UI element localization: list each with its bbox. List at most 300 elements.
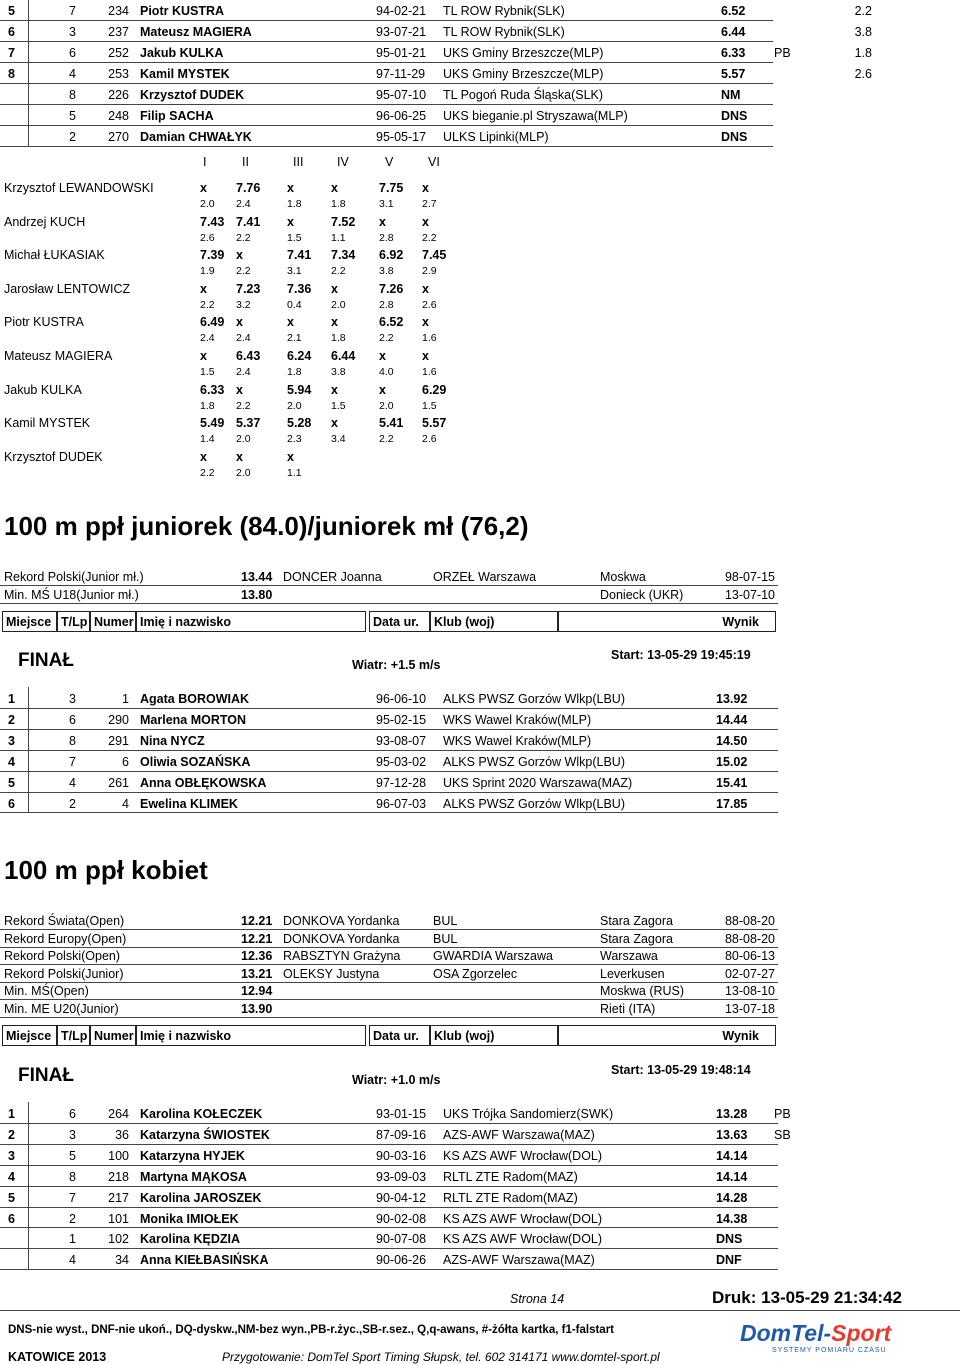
row-divider — [0, 104, 773, 105]
record-value: 13.80 — [241, 587, 273, 602]
result-cell: 6.52 — [721, 4, 746, 18]
attempt-mark: 7.39 — [200, 248, 225, 263]
athlete-name: Katarzyna HYJEK — [140, 1148, 245, 1163]
row-divider — [0, 83, 773, 84]
lane-cell: 2 — [69, 130, 76, 144]
bib-cell: 102 — [108, 1232, 129, 1247]
attempt-athlete: Piotr KUSTRA — [4, 315, 84, 330]
birth-date: 90-02-08 — [376, 1211, 427, 1226]
club-cell: UKS Gminy Brzeszcze(MLP) — [443, 46, 604, 60]
athlete-name: Oliwia SOZAŃSKA — [140, 754, 251, 769]
attempt-mark: x — [331, 315, 338, 330]
record-value: 12.36 — [241, 949, 273, 964]
attempt-wind: 2.0 — [236, 433, 251, 446]
record-value: 12.94 — [241, 984, 273, 999]
bib-cell: 101 — [108, 1211, 129, 1226]
bib-cell: 234 — [108, 4, 129, 18]
attempt-mark: x — [331, 416, 338, 431]
attempt-wind: 2.0 — [331, 298, 346, 311]
attempt-wind: 2.2 — [331, 265, 346, 278]
attempt-mark: 7.52 — [331, 214, 356, 229]
column-header-numer: Numer — [90, 611, 136, 632]
row-divider — [0, 1227, 778, 1228]
athlete-name: Ewelina KLIMEK — [140, 796, 238, 811]
lane-cell: 5 — [69, 1148, 76, 1163]
birth-date: 87-09-16 — [376, 1127, 427, 1142]
attempt-mark: 6.43 — [236, 349, 261, 363]
record-place: Stara Zagora — [600, 914, 673, 928]
record-date: 80-06-13 — [724, 949, 775, 964]
place-cell: 6 — [8, 796, 15, 811]
record-place: Rieti (ITA) — [600, 1002, 656, 1016]
bib-cell: 100 — [108, 1148, 129, 1163]
club-cell: KS AZS AWF Wrocław(DOL) — [443, 1148, 603, 1163]
attempt-wind: 2.2 — [200, 466, 215, 479]
result-cell: DNS — [721, 109, 748, 123]
club-cell: UKS Sprint 2020 Warszawa(MAZ) — [443, 775, 633, 790]
place-cell: 3 — [8, 733, 15, 748]
row-divider — [0, 1269, 778, 1270]
result-cell: 6.44 — [721, 25, 746, 39]
attempt-wind: 3.4 — [331, 433, 346, 446]
place-cell: 6 — [8, 25, 15, 39]
birth-date: 95-05-17 — [376, 130, 427, 144]
birth-date: 93-08-07 — [376, 733, 427, 748]
attempt-mark: x — [236, 382, 243, 397]
column-header-numer: Numer — [90, 1025, 136, 1046]
place-cell: 5 — [8, 4, 15, 18]
result-cell: 14.50 — [716, 733, 748, 748]
print-timestamp: Druk: 13-05-29 21:34:42 — [712, 1288, 902, 1307]
lane-cell: 5 — [69, 109, 76, 123]
attempt-wind: 1.9 — [200, 265, 215, 278]
column-header-name: Imię i nazwisko — [136, 611, 366, 632]
attempt-wind: 2.2 — [236, 265, 251, 278]
athlete-name: Monika IMIOŁEK — [140, 1211, 239, 1226]
attempt-mark: x — [200, 181, 207, 195]
athlete-name: Karolina JAROSZEK — [140, 1190, 262, 1205]
athlete-name: Mateusz MAGIERA — [140, 25, 252, 39]
athlete-name: Katarzyna ŚWIOSTEK — [140, 1127, 270, 1142]
record-date: 13-07-10 — [724, 587, 775, 602]
bib-cell: 252 — [108, 46, 129, 60]
attempt-athlete: Michał ŁUKASIAK — [4, 248, 105, 263]
result-cell: 15.41 — [716, 775, 748, 790]
club-cell: RLTL ZTE Radom(MAZ) — [443, 1190, 578, 1205]
place-cell: 3 — [8, 1148, 15, 1163]
attempt-mark: x — [200, 349, 207, 363]
result-cell: 13.92 — [716, 692, 748, 706]
record-divider — [0, 603, 778, 604]
record-place: Leverkusen — [600, 966, 665, 981]
bib-cell: 270 — [108, 130, 129, 144]
logo-subtitle: SYSTEMY POMIARU CZASU — [772, 1347, 887, 1354]
birth-date: 90-06-26 — [376, 1253, 427, 1268]
row-divider — [28, 687, 29, 812]
attempt-header: I — [203, 155, 207, 169]
bib-cell: 218 — [108, 1169, 129, 1184]
attempt-mark: x — [287, 315, 294, 330]
club-cell: RLTL ZTE Radom(MAZ) — [443, 1169, 578, 1184]
attempt-mark: x — [422, 349, 429, 363]
event-name: KATOWICE 2013 — [8, 1350, 107, 1364]
column-header-tor: T/Lp — [57, 611, 90, 632]
attempt-mark: x — [331, 181, 338, 195]
attempt-athlete: Jakub KULKA — [4, 382, 82, 397]
column-header-result: Wynik — [558, 1025, 776, 1046]
attempt-mark: x — [379, 214, 386, 229]
attempt-wind: 2.6 — [422, 298, 437, 311]
attempt-wind: 2.1 — [287, 332, 302, 345]
result-cell: NM — [721, 88, 741, 102]
place-cell: 5 — [8, 775, 15, 790]
lane-cell: 8 — [69, 733, 76, 748]
athlete-name: Jakub KULKA — [140, 46, 224, 60]
row-divider — [0, 708, 778, 709]
attempt-athlete: Kamil MYSTEK — [4, 416, 91, 431]
column-header-tor: T/Lp — [57, 1025, 90, 1046]
record-date: 02-07-27 — [724, 966, 775, 981]
column-header-club: Klub (woj) — [430, 611, 558, 632]
record-club: BUL — [433, 914, 458, 928]
attempt-mark: 7.36 — [287, 281, 312, 296]
attempt-mark: 5.41 — [379, 416, 404, 431]
place-cell: 4 — [8, 754, 15, 769]
attempt-mark: 7.23 — [236, 281, 261, 296]
attempt-wind: 2.2 — [236, 231, 251, 244]
lane-cell: 3 — [69, 25, 76, 39]
attempt-wind: 2.6 — [422, 433, 437, 446]
club-cell: AZS-AWF Warszawa(MAZ) — [443, 1253, 595, 1268]
wind-cell: 2.2 — [854, 4, 872, 18]
row-divider — [0, 750, 778, 751]
attempt-wind: 1.6 — [422, 366, 437, 378]
record-label: Rekord Europy(Open) — [4, 931, 127, 946]
attempt-mark: 7.76 — [236, 181, 261, 195]
attempt-mark: x — [200, 281, 207, 296]
attempt-athlete: Jarosław LENTOWICZ — [4, 281, 131, 296]
note-cell: PB — [774, 1107, 791, 1121]
attempt-wind: 4.0 — [379, 366, 394, 378]
attempt-mark: 7.26 — [379, 281, 404, 296]
birth-date: 97-12-28 — [376, 775, 427, 790]
bib-cell: 6 — [122, 754, 129, 769]
athlete-name: Krzysztof DUDEK — [140, 88, 245, 102]
lane-cell: 3 — [69, 692, 76, 706]
result-cell: 14.14 — [716, 1169, 748, 1184]
result-cell: 5.57 — [721, 67, 746, 81]
row-divider — [0, 1186, 778, 1187]
column-header-club: Klub (woj) — [430, 1025, 558, 1046]
record-label: Rekord Polski(Junior) — [4, 966, 124, 981]
attempt-mark: x — [379, 382, 386, 397]
attempt-mark: 7.45 — [422, 248, 447, 263]
result-cell: 14.38 — [716, 1211, 748, 1226]
athlete-name: Anna KIEŁBASIŃSKA — [140, 1253, 269, 1268]
record-club: BUL — [433, 931, 458, 946]
athlete-name: Kamil MYSTEK — [140, 67, 230, 81]
athlete-name: Piotr KUSTRA — [140, 4, 225, 18]
record-holder: DONCER Joanna — [283, 570, 382, 584]
birth-date: 93-09-03 — [376, 1169, 427, 1184]
record-value: 12.21 — [241, 931, 273, 946]
attempt-wind: 0.4 — [287, 298, 302, 311]
row-divider — [0, 1248, 778, 1249]
bib-cell: 226 — [108, 88, 129, 102]
column-header-result: Wynik — [558, 611, 776, 632]
attempt-wind: 1.8 — [331, 332, 346, 345]
attempt-wind: 1.8 — [287, 366, 302, 378]
attempt-mark: 7.41 — [287, 248, 312, 263]
place-cell: 1 — [8, 692, 15, 706]
start-time: Start: 13-05-29 19:48:14 — [611, 1063, 751, 1077]
birth-date: 94-02-21 — [376, 4, 427, 18]
row-divider — [0, 812, 778, 813]
attempt-athlete: Mateusz MAGIERA — [4, 349, 113, 363]
club-cell: TL ROW Rybnik(SLK) — [443, 25, 565, 39]
attempt-athlete: Krzysztof DUDEK — [4, 449, 103, 464]
wind-cell: 3.8 — [854, 25, 872, 39]
result-cell: DNF — [716, 1253, 742, 1268]
attempt-wind: 2.8 — [379, 298, 394, 311]
bib-cell: 237 — [108, 25, 129, 39]
attempt-mark: x — [422, 214, 429, 229]
birth-date: 96-06-25 — [376, 109, 427, 123]
result-cell: DNS — [716, 1232, 743, 1247]
attempt-mark: x — [287, 449, 294, 464]
record-date: 88-08-20 — [724, 931, 775, 946]
birth-date: 96-06-10 — [376, 692, 427, 706]
status-legend: DNS-nie wyst., DNF-nie ukoń., DQ-dyskw.,NM-bez wyn.,PB-r.życ.,SB-r.sez., Q,q-awans, #-żółta kartka, f1-falstart — [8, 1324, 615, 1336]
row-divider — [0, 1123, 778, 1124]
lane-cell: 6 — [69, 712, 76, 727]
row-divider — [0, 20, 773, 21]
attempt-wind: 3.8 — [331, 366, 346, 378]
attempt-mark: x — [331, 281, 338, 296]
lane-cell: 7 — [69, 4, 76, 18]
attempt-wind: 1.5 — [331, 399, 346, 412]
row-divider — [0, 729, 778, 730]
record-place: Moskwa (RUS) — [600, 984, 685, 999]
attempt-athlete: Krzysztof LEWANDOWSKI — [4, 181, 154, 195]
attempt-header: II — [242, 155, 249, 169]
bib-cell: 217 — [108, 1190, 129, 1205]
record-holder: DONKOVA Yordanka — [283, 931, 400, 946]
attempt-wind: 2.2 — [236, 399, 251, 412]
bib-cell: 248 — [108, 109, 129, 123]
record-place: Donieck (UKR) — [600, 587, 684, 602]
result-cell: 13.63 — [716, 1127, 748, 1142]
attempt-wind: 2.0 — [236, 466, 251, 479]
attempt-mark: x — [331, 382, 338, 397]
column-header-miejsce: Miejsce — [2, 611, 57, 632]
attempt-header: III — [293, 155, 304, 169]
final-label: FINAŁ — [18, 650, 74, 671]
bib-cell: 290 — [108, 712, 129, 727]
attempt-mark: x — [422, 181, 429, 195]
logo-text-a: DomTel- — [740, 1320, 832, 1346]
attempt-mark: x — [287, 181, 294, 195]
attempt-wind: 2.4 — [236, 332, 251, 345]
attempt-mark: 5.94 — [287, 382, 312, 397]
attempt-mark: 6.92 — [379, 248, 404, 263]
record-holder: DONKOVA Yordanka — [283, 914, 400, 928]
attempt-mark: 5.28 — [287, 416, 312, 431]
lane-cell: 7 — [69, 754, 76, 769]
attempt-mark: x — [236, 449, 243, 464]
attempt-mark: 5.49 — [200, 416, 225, 431]
result-cell: 14.44 — [716, 712, 748, 727]
athlete-name: Karolina KOŁECZEK — [140, 1107, 263, 1121]
record-date: 88-08-20 — [724, 914, 775, 928]
attempt-wind: 2.8 — [379, 231, 394, 244]
bib-cell: 34 — [115, 1253, 129, 1268]
attempt-mark: 6.24 — [287, 349, 312, 363]
final-label: FINAŁ — [18, 1065, 74, 1086]
birth-date: 93-01-15 — [376, 1107, 427, 1121]
result-cell: 14.14 — [716, 1148, 748, 1163]
record-value: 13.90 — [241, 1002, 273, 1016]
athlete-name: Damian CHWAŁYK — [140, 130, 252, 144]
result-cell: 17.85 — [716, 796, 748, 811]
place-cell: 1 — [8, 1107, 15, 1121]
section-title: 100 m ppł kobiet — [4, 855, 208, 885]
attempt-header: IV — [337, 155, 349, 169]
attempt-mark: x — [422, 281, 429, 296]
column-header-miejsce: Miejsce — [2, 1025, 57, 1046]
lane-cell: 3 — [69, 1127, 76, 1142]
club-cell: WKS Wawel Kraków(MLP) — [443, 712, 592, 727]
place-cell: 8 — [8, 67, 15, 81]
attempt-wind: 1.6 — [422, 332, 437, 345]
attempt-wind: 2.6 — [200, 231, 215, 244]
record-label: Min. ME U20(Junior) — [4, 1002, 119, 1016]
place-cell: 5 — [8, 1190, 15, 1205]
record-date: 13-08-10 — [724, 984, 775, 999]
attempt-mark: 7.43 — [200, 214, 225, 229]
row-divider — [28, 0, 29, 146]
record-divider — [0, 947, 778, 948]
attempt-mark: 6.49 — [200, 315, 225, 330]
attempt-header: VI — [428, 155, 440, 169]
record-divider — [0, 585, 778, 586]
birth-date: 95-02-15 — [376, 712, 427, 727]
note-cell: SB — [774, 1127, 791, 1142]
record-club: ORZEŁ Warszawa — [433, 570, 537, 584]
record-date: 98-07-15 — [724, 570, 775, 584]
result-cell: 6.33 — [721, 46, 746, 60]
row-divider — [0, 792, 778, 793]
lane-cell: 4 — [69, 1253, 76, 1268]
attempt-wind: 1.8 — [200, 399, 215, 412]
attempt-wind: 1.1 — [331, 231, 346, 244]
wind-info: Wiatr: +1.0 m/s — [352, 1073, 441, 1087]
bib-cell: 264 — [108, 1107, 129, 1121]
row-divider — [28, 1102, 29, 1269]
record-divider — [0, 929, 778, 930]
bib-cell: 291 — [108, 733, 129, 748]
club-cell: TL Pogoń Ruda Śląska(SLK) — [443, 88, 604, 102]
club-cell: KS AZS AWF Wrocław(DOL) — [443, 1232, 603, 1247]
record-label: Rekord Polski(Junior mł.) — [4, 570, 144, 584]
birth-date: 96-07-03 — [376, 796, 427, 811]
bib-cell: 36 — [115, 1127, 129, 1142]
record-divider — [0, 964, 778, 965]
footer-divider — [0, 1310, 960, 1311]
attempt-mark: x — [379, 349, 386, 363]
attempt-wind: 2.4 — [200, 332, 215, 345]
attempt-wind: 2.4 — [236, 366, 251, 378]
record-label: Min. MŚ U18(Junior mł.) — [4, 587, 139, 602]
lane-cell: 7 — [69, 1190, 76, 1205]
result-cell: 14.28 — [716, 1190, 748, 1205]
attempt-wind: 3.1 — [287, 265, 302, 278]
club-cell: UKS Gminy Brzeszcze(MLP) — [443, 67, 604, 81]
attempt-wind: 2.7 — [422, 198, 437, 210]
attempt-mark: 5.57 — [422, 416, 447, 431]
attempt-wind: 1.5 — [200, 366, 215, 378]
attempt-wind: 3.1 — [379, 198, 394, 210]
birth-date: 90-04-12 — [376, 1190, 427, 1205]
attempt-wind: 1.8 — [287, 198, 302, 210]
club-cell: KS AZS AWF Wrocław(DOL) — [443, 1211, 603, 1226]
lane-cell: 4 — [69, 775, 76, 790]
club-cell: ALKS PWSZ Gorzów Wlkp(LBU) — [443, 796, 625, 811]
start-time: Start: 13-05-29 19:45:19 — [611, 648, 751, 662]
record-club: OSA Zgorzelec — [433, 966, 518, 981]
attempt-wind: 3.8 — [379, 265, 394, 278]
attempt-mark: 6.52 — [379, 315, 404, 330]
result-cell: 15.02 — [716, 754, 748, 769]
place-cell: 2 — [8, 1127, 15, 1142]
record-club: GWARDIA Warszawa — [433, 949, 553, 964]
prepared-by: Przygotowanie: DomTel Sport Timing Słupsk, tel. 602 314171 www.domtel-sport.pl — [222, 1350, 660, 1364]
club-cell: UKS Trójka Sandomierz(SWK) — [443, 1107, 614, 1121]
birth-date: 90-03-16 — [376, 1148, 427, 1163]
attempt-mark: 6.33 — [200, 382, 225, 397]
attempt-header: V — [385, 155, 394, 169]
row-divider — [0, 1144, 778, 1145]
athlete-name: Marlena MORTON — [140, 712, 247, 727]
lane-cell: 4 — [69, 67, 76, 81]
attempt-wind: 2.2 — [422, 231, 437, 244]
wind-info: Wiatr: +1.5 m/s — [352, 658, 441, 672]
record-holder: RABSZTYN Grażyna — [283, 949, 401, 964]
record-value: 13.44 — [241, 570, 273, 584]
attempt-wind: 3.2 — [236, 298, 251, 311]
attempt-wind: 2.2 — [379, 433, 394, 446]
row-divider — [0, 1165, 778, 1166]
result-cell: DNS — [721, 130, 748, 144]
attempt-mark: x — [287, 214, 294, 229]
birth-date: 95-07-10 — [376, 88, 427, 102]
wind-cell: 2.6 — [854, 67, 872, 81]
club-cell: ALKS PWSZ Gorzów Wlkp(LBU) — [443, 692, 625, 706]
place-cell: 2 — [8, 712, 15, 727]
row-divider — [0, 62, 773, 63]
attempt-mark: x — [236, 315, 243, 330]
logo-text-b: Sport — [831, 1320, 892, 1346]
record-value: 12.21 — [241, 914, 273, 928]
club-cell: UKS bieganie.pl Stryszawa(MLP) — [443, 109, 628, 123]
athlete-name: Agata BOROWIAK — [140, 692, 250, 706]
record-holder: OLEKSY Justyna — [283, 966, 380, 981]
result-cell: 13.28 — [716, 1107, 748, 1121]
record-divider — [0, 1017, 778, 1018]
lane-cell: 6 — [69, 46, 76, 60]
lane-cell: 2 — [69, 1211, 76, 1226]
birth-date: 93-07-21 — [376, 25, 427, 39]
